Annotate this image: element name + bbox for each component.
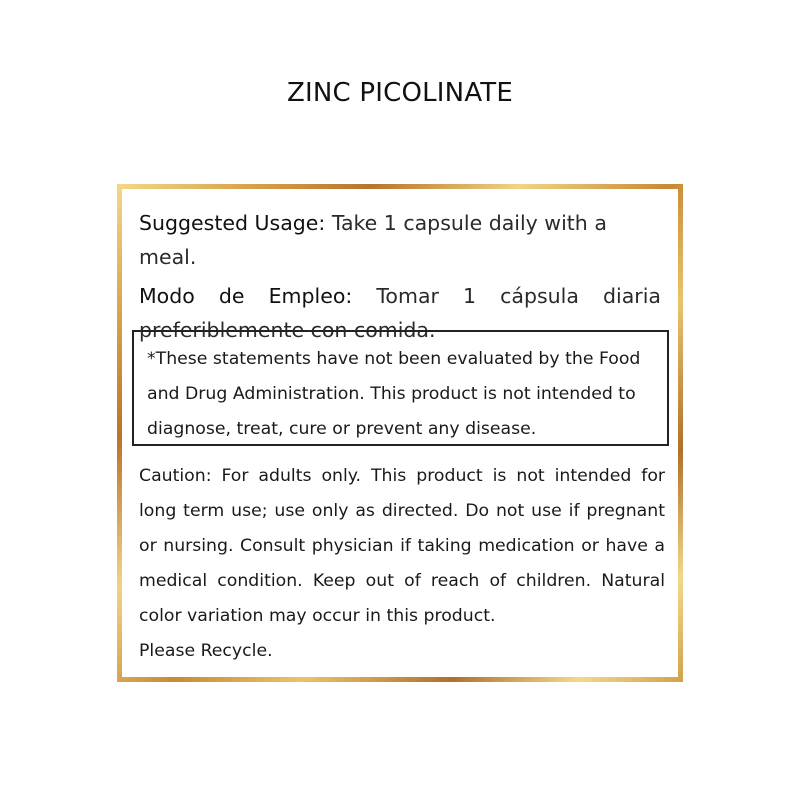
suggested-usage-text: Take 1 capsule daily with a meal. [139, 211, 607, 269]
modo-de-empleo-text: Tomar 1 cápsula diaria preferiblemente con comida. [139, 284, 661, 342]
usage-section [139, 206, 661, 347]
recycle-text: Please Recycle. [139, 641, 273, 661]
fda-disclaimer-box [132, 330, 669, 446]
fda-disclaimer-text: *These statements have not been evaluated by the Food and Drug Administration. This product is not intended to diagnose, treat, cure or prevent any disease. [147, 349, 641, 439]
suggested-usage-row [139, 206, 661, 274]
caution-section [139, 459, 665, 669]
gold-border-frame [117, 184, 683, 682]
label-panel [122, 189, 678, 677]
suggested-usage-label: Suggested Usage: [139, 211, 326, 235]
product-title: ZINC PICOLINATE [287, 78, 513, 108]
modo-de-empleo-label: Modo de Empleo: [139, 284, 353, 308]
caution-text: Caution: For adults only. This product is not intended for long term use; use only as directed. Do not use if pregnant or nursing. Consult physician if taking medication or have a medical condition. Keep out of reach of children. Natural color variation may occur in this product. [139, 466, 665, 626]
